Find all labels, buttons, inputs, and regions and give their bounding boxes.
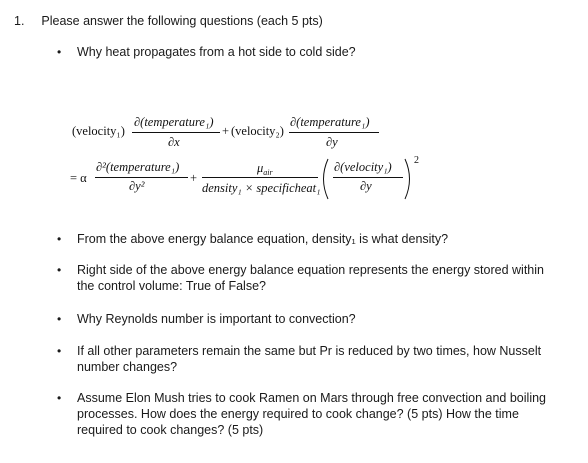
plus-sign-1: + bbox=[222, 124, 230, 138]
fraction-5-numerator: ∂(velocity₁) bbox=[334, 160, 392, 174]
bullet-marker: • bbox=[57, 263, 62, 277]
fraction-2-denominator: ∂y bbox=[326, 135, 338, 149]
plus-sign-2: + bbox=[190, 171, 198, 185]
velocity-1-term: (velocity₁) bbox=[72, 124, 125, 138]
left-large-paren bbox=[318, 158, 330, 200]
fraction-1-bar bbox=[132, 132, 220, 133]
fraction-3-denominator: ∂y² bbox=[129, 179, 145, 193]
question-item-5: If all other parameters remain the same but Pr is reduced by two times, how Nusselt number changes? bbox=[77, 344, 542, 374]
question-item-4: Why Reynolds number is important to convection? bbox=[77, 312, 356, 326]
squared-exponent: 2 bbox=[414, 155, 419, 166]
bullet-marker: • bbox=[57, 232, 62, 246]
velocity-2-term: (velocity₂) bbox=[231, 124, 284, 138]
bullet-marker: • bbox=[57, 344, 62, 358]
fraction-2-bar bbox=[289, 132, 379, 133]
fraction-3-numerator: ∂²(temperature₁) bbox=[96, 160, 180, 174]
equals-alpha: = α bbox=[70, 171, 87, 185]
mu-symbol: μ bbox=[257, 161, 264, 175]
question-prompt: Please answer the following questions (each 5 pts) bbox=[41, 14, 323, 28]
mu-air bbox=[257, 161, 273, 176]
fraction-1-denominator: ∂x bbox=[168, 135, 180, 149]
bullet-marker: • bbox=[57, 45, 62, 59]
fraction-5-denominator: ∂y bbox=[360, 179, 372, 193]
fraction-4-bar bbox=[202, 177, 318, 178]
question-item-6: Assume Elon Mush tries to cook Ramen on Mars through free convection and boiling processes. How does the energy required to cook change? (5 pts) How the time required to cook changes? (5 pts) bbox=[77, 391, 546, 437]
question-header bbox=[14, 14, 323, 28]
fraction-1-numerator: ∂(temperature₁) bbox=[134, 115, 214, 129]
mu-subscript: air bbox=[263, 168, 273, 177]
bullet-marker: • bbox=[57, 391, 62, 405]
fraction-5-bar bbox=[333, 177, 403, 178]
bullet-marker: • bbox=[57, 312, 62, 326]
fraction-2-numerator: ∂(temperature₁) bbox=[290, 115, 370, 129]
fraction-3-bar bbox=[95, 177, 188, 178]
question-item-2: From the above energy balance equation, density₁ is what density? bbox=[77, 232, 449, 246]
fraction-4-denominator: density₁ × specificheat₁ bbox=[202, 181, 321, 195]
question-item-3: Right side of the above energy balance equation represents the energy stored within the control volume: True of False? bbox=[77, 263, 544, 293]
question-item-1: Why heat propagates from a hot side to cold side? bbox=[77, 45, 356, 59]
question-number: 1. bbox=[14, 14, 25, 28]
